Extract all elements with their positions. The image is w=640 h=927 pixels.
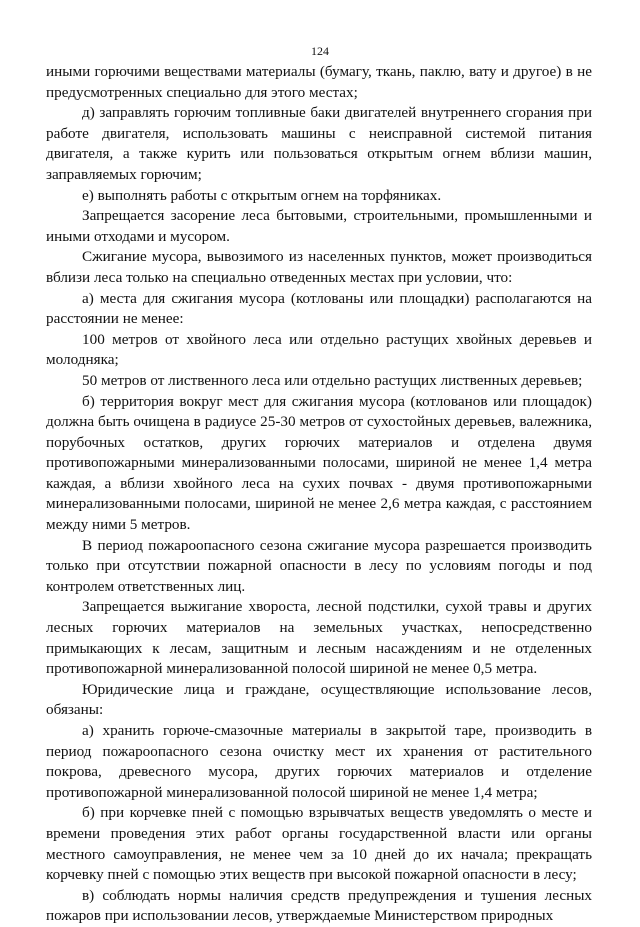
paragraph: Запрещается выжигание хвороста, лесной подстилки, сухой травы и других лесных горючих материалов на земельных участках, непосредственно примыкающих к лесам, защитным и лесным насаждениям и не отделенных противопожарной минерализованной полосой шириной не менее 0,5 метра.	[46, 598, 592, 678]
paragraph: а) места для сжигания мусора (котлованы или площадки) располагаются на расстоянии не менее:	[46, 289, 592, 328]
page-number: 124	[311, 44, 329, 58]
paragraph: б) территория вокруг мест для сжигания мусора (котлованов или площадок) должна быть очищена в радиусе 25-30 метров от сухостойных деревьев, валежника, порубочных остатков, других горючих материалов и отделена двумя противопожарными минерализованными полосами, шириной не менее 1,4 метра каждая, а вблизи хвойного леса на сухих почвах - двумя противопожарными минерализованными полосами, шириной не менее 2,6 метра каждая, с расстоянием между ними 5 метров.	[46, 392, 592, 534]
paragraph: иными горючими веществами материалы (бумагу, ткань, паклю, вату и другое) в не предусмотренных специально для этого местах;	[46, 63, 592, 101]
paragraph: е) выполнять работы с открытым огнем на торфяниках.	[82, 186, 442, 204]
document-body	[46, 62, 592, 927]
paragraph: Сжигание мусора, вывозимого из населенных пунктов, может производиться вблизи леса только на специально отведенных местах при условии, что:	[46, 248, 592, 286]
paragraph: 50 метров от лиственного леса или отдельно растущих лиственных деревьев;	[82, 371, 583, 389]
paragraph: а) хранить горюче-смазочные материалы в закрытой таре, производить в период пожароопасного сезона очистку мест их хранения от растительного покрова, древесного мусора, других горючих материалов и отделение противопожарной минерализованной полосой шириной не менее 1,4 метра;	[46, 722, 592, 801]
paragraph: Запрещается засорение леса бытовыми, строительными, промышленными и иными отходами и мусором.	[46, 207, 592, 245]
paragraph: д) заправлять горючим топливные баки двигателей внутреннего сгорания при работе двигателя, использовать машины с неисправной системой питания двигателя, а также курить или пользоваться открытым огнем вблизи машин, заправляемых горючим;	[46, 104, 592, 183]
paragraph: В период пожароопасного сезона сжигание мусора разрешается производить только при отсутствии пожарной опасности в лесу по условиям погоды и под контролем ответственных лиц.	[46, 536, 592, 595]
paragraph: б) при корчевке пней с помощью взрывчатых веществ уведомлять о месте и времени проведения этих работ органы государственной власти или органы местного самоуправления, не менее чем за 10 дней до их начала; прекращать корчевку пней с помощью этих веществ при высокой пожарной опасности в лесу;	[46, 804, 592, 884]
paragraph: в) соблюдать нормы наличия средств предупреждения и тушения лесных пожаров при использовании лесов, утверждаемые Министерством природных	[46, 886, 592, 925]
paragraph: 100 метров от хвойного леса или отдельно растущих хвойных деревьев и молодняка;	[46, 330, 592, 369]
paragraph: Юридические лица и граждане, осуществляющие использование лесов, обязаны:	[46, 680, 592, 719]
